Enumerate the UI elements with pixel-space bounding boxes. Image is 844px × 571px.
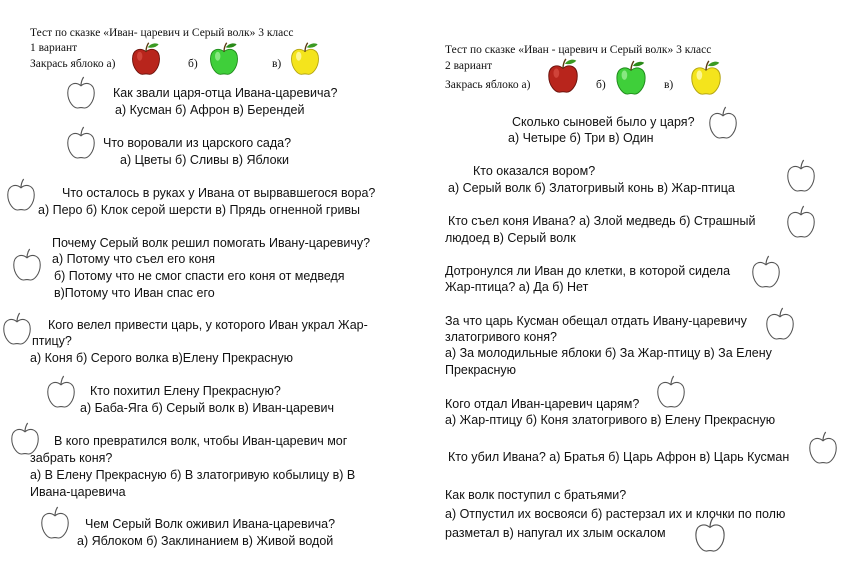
green-apple-icon — [207, 40, 241, 76]
apple-outline-icon — [808, 428, 838, 466]
question-text: За что царь Кусман обещал отдать Ивану-царевичу — [445, 314, 747, 328]
left-option-b-label: б) — [188, 58, 198, 70]
left-title: Тест по сказке «Иван- царевич и Серый волк» 3 класс — [30, 27, 294, 39]
question-text: златогривого коня? — [445, 330, 557, 344]
question-text: Как волк поступил с братьями? — [445, 488, 627, 502]
apple-outline-icon — [40, 504, 70, 540]
question-text: Дотронулся ли Иван до клетки, в которой сидела — [445, 264, 731, 278]
question-text: Что воровали из царского сада? — [103, 136, 292, 150]
right-option-b-label: б) — [596, 79, 606, 91]
question-text: Кто похитил Елену Прекрасную? — [90, 384, 281, 398]
answer-options: людоед в) Серый волк — [445, 231, 576, 245]
answer-options: а) Цветы б) Сливы в) Яблоки — [120, 153, 289, 167]
answer-options: а) Коня б) Серого волка в)Елену Прекрасную — [30, 351, 294, 365]
answer-options: Ивана-царевича — [30, 485, 126, 499]
answer-options: а) В Елену Прекрасную б) В златогривую кобылицу в) В — [30, 468, 356, 482]
answer-options: разметал в) напугал их злым оскалом — [445, 526, 666, 540]
question-text: Кто съел коня Ивана? а) Злой медведь б) Страшный — [448, 214, 756, 228]
left-variant: 1 вариант — [30, 42, 78, 54]
yellow-apple-icon — [689, 58, 723, 96]
left-color-label: Закрась яблоко а) — [30, 58, 116, 70]
question-text: Сколько сыновей было у царя? — [512, 115, 695, 129]
question-text: Что осталось в руках у Ивана от вырвавшегося вора? — [62, 186, 376, 200]
question-text: Кто убил Ивана? а) Братья б) Царь Афрон в) Царь Кусман — [448, 450, 790, 464]
right-variant: 2 вариант — [445, 60, 493, 72]
question-text: Почему Серый волк решил помогать Ивану-царевичу? — [52, 236, 371, 250]
apple-outline-icon — [786, 156, 816, 194]
right-title: Тест по сказке «Иван - царевич и Серый волк» 3 класс — [445, 44, 712, 56]
apple-outline-icon — [765, 304, 795, 342]
question-text: Кого отдал Иван-царевич царям? — [445, 397, 640, 411]
answer-options: Жар-птица? а) Да б) Нет — [445, 280, 589, 294]
red-apple-icon — [129, 40, 163, 76]
red-apple-icon — [546, 56, 580, 94]
answer-options: а) Жар-птицу б) Коня златогривого в) Елену Прекрасную — [445, 413, 776, 427]
answer-options: а) Кусман б) Афрон в) Берендей — [115, 103, 305, 117]
answer-options: б) Потому что не смог спасти его коня от медведя — [54, 269, 345, 283]
apple-outline-icon — [751, 252, 781, 290]
apple-outline-icon — [708, 104, 738, 140]
answer-options: а) Яблоком б) Заклинанием в) Живой водой — [77, 534, 334, 548]
answer-options: а) Потому что съел его коня — [52, 252, 216, 266]
apple-outline-icon — [66, 124, 96, 160]
question-text: В кого превратился волк, чтобы Иван-царевич мог — [54, 434, 348, 448]
apple-outline-icon — [2, 310, 32, 346]
question-text: Как звали царя-отца Ивана-царевича? — [113, 86, 338, 100]
left-option-c-label: в) — [272, 58, 282, 70]
answer-options: а) Серый волк б) Златогривый конь в) Жар-птица — [448, 181, 735, 195]
answer-options: в)Потому что Иван спас его — [54, 286, 215, 300]
answer-options: а) Перо б) Клок серой шерсти в) Прядь огненной гривы — [38, 203, 361, 217]
answer-options: а) Баба-Яга б) Серый волк в) Иван-царевич — [80, 401, 334, 415]
answer-options: а) Отпустил их восвояси б) растерзал их и клочки по полю — [445, 507, 786, 521]
question-text: Чем Серый Волк оживил Ивана-царевича? — [85, 517, 336, 531]
answer-options: Прекрасную — [445, 363, 517, 377]
green-apple-icon — [615, 58, 647, 96]
right-option-c-label: в) — [664, 79, 674, 91]
apple-outline-icon — [66, 74, 96, 110]
question-text: Кого велел привести царь, у которого Иван украл Жар- — [48, 318, 368, 332]
answer-options: а) За молодильные яблоки б) За Жар-птицу в) За Елену — [445, 346, 772, 360]
apple-outline-icon — [694, 514, 726, 554]
yellow-apple-icon — [288, 40, 322, 76]
question-text: птицу? — [32, 334, 72, 348]
apple-outline-icon — [656, 372, 686, 410]
answer-options: а) Четыре б) Три в) Один — [508, 131, 654, 145]
apple-outline-icon — [6, 176, 36, 212]
question-text: Кто оказался вором? — [473, 164, 596, 178]
question-text: забрать коня? — [30, 451, 113, 465]
apple-outline-icon — [46, 373, 76, 409]
apple-outline-icon — [786, 202, 816, 240]
apple-outline-icon — [12, 246, 42, 282]
right-color-label: Закрась яблоко а) — [445, 79, 531, 91]
